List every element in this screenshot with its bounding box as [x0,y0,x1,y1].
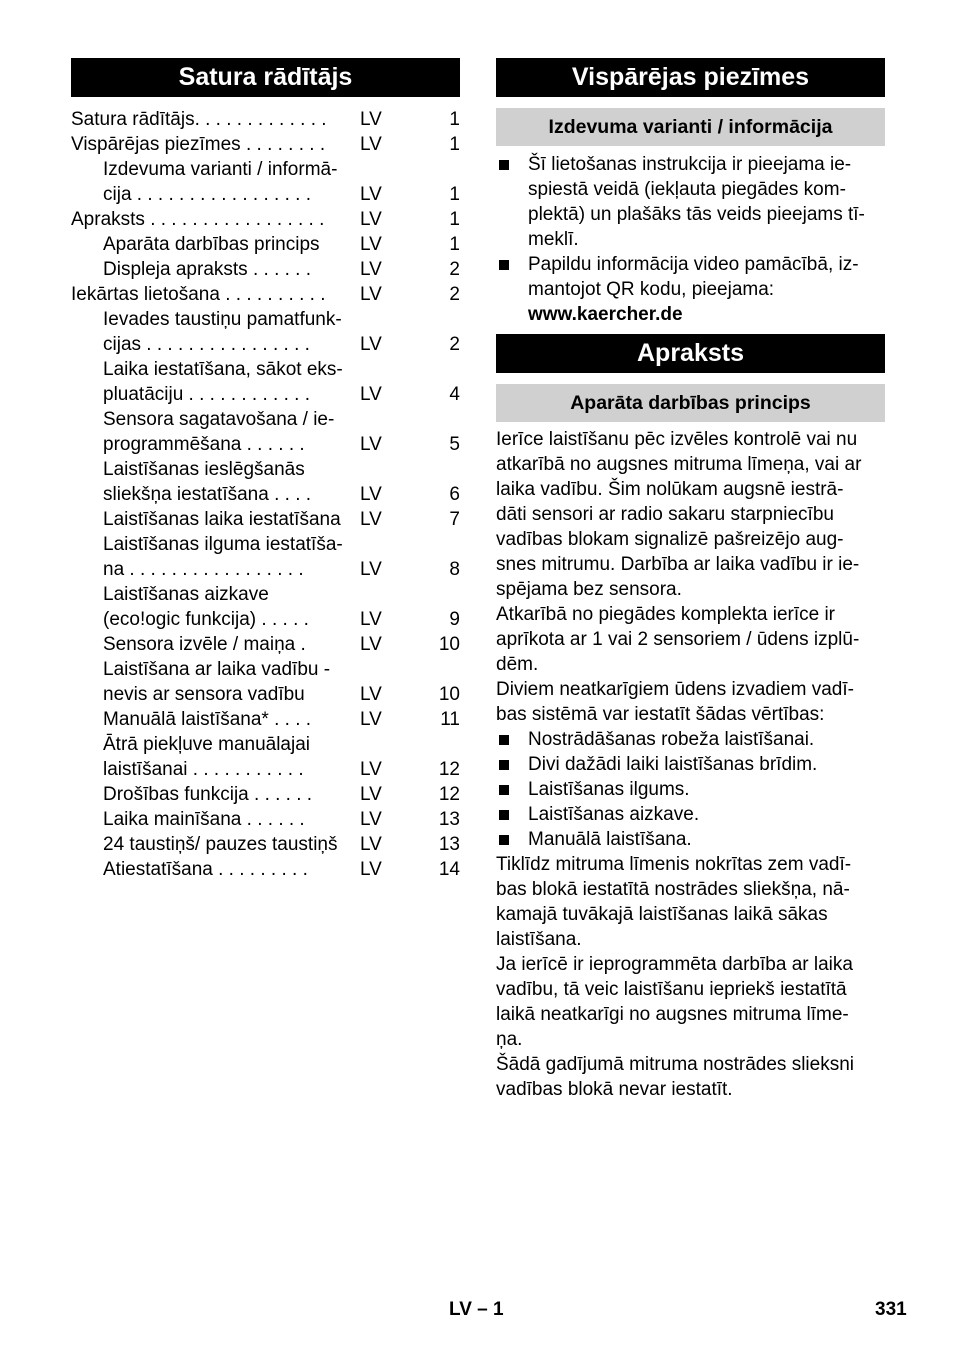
toc-entry-title [71,632,360,657]
toc-entry[interactable] [71,232,460,257]
toc-entry-page: 1 [449,234,460,255]
list-item-text: Manuālā laistīšana. [528,829,692,850]
text-line: Ja ierīcē ir ieprogrammēta darbība ar laika [496,954,853,975]
bullet-square-icon [499,835,509,845]
toc-entry-title [71,257,360,282]
text-line: laikā neatkarīgi no augsnes mitruma līme- [496,1004,849,1025]
toc-entry-language: LV [360,134,382,155]
text-line: Tiklīdz mitruma līmenis nokrītas zem vadī- [496,854,852,875]
list-item [496,802,885,827]
toc-entry[interactable] [71,582,460,632]
toc-entry-page: 2 [449,334,460,355]
toc-entry-title [71,282,360,307]
bullet-square-icon [499,810,509,820]
toc-entry-title [71,357,360,407]
text-line: Papildu informācija video pamācībā, iz- [528,254,859,275]
bullet-square-icon [499,760,509,770]
toc-entry[interactable] [71,282,460,307]
list-item [496,777,885,802]
toc-entry-title [71,657,360,707]
toc-entry-title [71,507,360,532]
toc-entry-language: LV [360,784,382,805]
toc-entry-title [71,157,360,207]
toc-entry-page: 8 [449,559,460,580]
toc-entry-language: LV [360,759,382,780]
toc-entry-title [71,707,360,732]
toc-entry-language: LV [360,559,382,580]
text-line: dāti sensori ar radio sakaru starpniecību [496,504,834,525]
toc-entry-language: LV [360,684,382,705]
toc-title-line: Sensora izvēle / maiņa . [103,634,306,655]
toc-entry[interactable] [71,407,460,457]
text-line: aprīkota ar 1 vai 2 sensoriem / ūdens izplū- [496,629,860,650]
toc-entry[interactable] [71,857,460,882]
toc-entry[interactable] [71,807,460,832]
toc-entry[interactable] [71,632,460,657]
paragraph-note [496,1052,885,1102]
text-line: atkarībā no augsnes mitruma līmeņa, vai ar [496,454,862,475]
toc-entry-page: 5 [449,434,460,455]
paragraph-settings [496,677,885,727]
toc-entry-page: 14 [438,859,460,880]
text-line: spiestā veidā (iekļauta piegādes kom- [528,179,846,200]
toc-heading: Satura rādītājs [71,58,460,97]
toc-entry-title [71,207,360,232]
toc-entry-title [71,132,360,157]
toc-entry-title [71,407,360,457]
toc-entry-page: 9 [449,609,460,630]
toc-title-line: na . . . . . . . . . . . . . . . . . [103,559,304,580]
toc-title-line: (eco!ogic funkcija) . . . . . [103,609,309,630]
toc-entry-title [71,107,360,132]
toc-entry-language: LV [360,434,382,455]
description-heading: Apraksts [496,334,885,373]
toc-entry[interactable] [71,832,460,857]
list-item [496,827,885,852]
list-item [496,752,885,777]
toc-entry-page: 2 [449,259,460,280]
paragraph-principle [496,427,885,602]
toc-title-line: Ievades taustiņu pamatfunk- [103,309,342,330]
toc-title-line: Vispārējas piezīmes . . . . . . . . [71,134,326,155]
text-line: spējama bez sensora. [496,579,682,600]
bullet-square-icon [499,260,509,270]
toc-entry-title [71,457,360,507]
toc-entry[interactable] [71,307,460,357]
toc-entry-language: LV [360,834,382,855]
toc-entry-title [71,307,360,357]
text-line: bas blokā iestatītā nostrādes sliekšņa, nā- [496,879,850,900]
toc-entry-language: LV [360,209,382,230]
toc-entry[interactable] [71,132,460,157]
toc-entry-page: 10 [438,684,460,705]
toc-title-line: Laistīšanas ieslēgšanās [103,459,305,480]
toc-title-line: Izdevuma varianti / informā- [103,159,338,180]
toc-title-line: sliekšņa iestatīšana . . . . [103,484,312,505]
general-bullets [496,152,885,327]
settings-bullets [496,727,885,852]
toc-entry[interactable] [71,732,460,782]
list-item-text: Nostrādāšanas robeža laistīšanai. [528,729,815,750]
toc-entry-page: 2 [449,284,460,305]
toc-title-line: Ātrā piekļuve manuālajai [103,734,311,755]
list-item [496,152,885,252]
text-line: plektā) un plašāks tās veids pieejams tī- [528,204,865,225]
bullet-square-icon [499,735,509,745]
toc-title-line: nevis ar sensora vadību [103,684,305,705]
toc-title-line: Laistīšanas laika iestatīšana [103,509,341,530]
toc-entry[interactable] [71,782,460,807]
toc-title-line: cija . . . . . . . . . . . . . . . . . [103,184,311,205]
toc-entry-page: 1 [449,134,460,155]
text-line: Diviem neatkarīgiem ūdens izvadiem vadī- [496,679,854,700]
toc-entry[interactable] [71,107,460,132]
toc-entry-page: 6 [449,484,460,505]
content-column [496,58,885,1102]
toc-entry-language: LV [360,334,382,355]
toc-entry-language: LV [360,859,382,880]
toc-entry-page: 1 [449,209,460,230]
toc-entry[interactable] [71,207,460,232]
website-link[interactable]: www.kaercher.de [528,304,683,325]
toc-title-line: Aparāta darbības princips [103,234,320,255]
text-line: vadību, tā veic laistīšanu iepriekš iestatītā [496,979,847,1000]
toc-entry[interactable] [71,257,460,282]
description-subheading: Aparāta darbības princips [496,384,885,422]
toc-entry-language: LV [360,234,382,255]
toc-entry-title [71,732,360,782]
toc-entry-page: 12 [438,759,460,780]
toc-entry-title [71,807,360,832]
toc-entry-page: 4 [449,384,460,405]
toc-title-line: Apraksts . . . . . . . . . . . . . . . . . [71,209,325,230]
toc-title-line: programmēšana . . . . . . [103,434,305,455]
toc-entry-language: LV [360,384,382,405]
paragraph-equipment [496,602,885,677]
toc-column [71,58,460,882]
list-item-text: Laistīšanas ilgums. [528,779,690,800]
toc-title-line: Laistīšanas aizkave [103,584,269,605]
toc-entry-title [71,832,360,857]
text-line: meklī. [528,229,579,250]
text-line: Šī lietošanas instrukcija ir pieejama ie- [528,154,852,175]
toc-entry-page: 13 [438,834,460,855]
toc-entry-page: 11 [440,709,460,730]
toc-title-line: Laistīšana ar laika vadību - [103,659,331,680]
toc-list [71,107,460,882]
toc-entry[interactable] [71,707,460,732]
toc-entry[interactable] [71,457,460,507]
footer-section-label: LV – 1 [449,1299,504,1320]
paragraph-threshold [496,852,885,952]
list-item-text: Laistīšanas aizkave. [528,804,700,825]
toc-entry-language: LV [360,709,382,730]
text-line: kamajā tuvākajā laistīšanas laikā sākas [496,904,828,925]
toc-entry-page: 12 [438,784,460,805]
toc-title-line: Manuālā laistīšana* . . . . [103,709,312,730]
list-item [496,252,885,327]
toc-entry-title [71,532,360,582]
toc-entry-title [71,232,360,257]
toc-entry-language: LV [360,109,382,130]
text-line: mantojot QR kodu, pieejama: [528,279,775,300]
toc-entry-language: LV [360,809,382,830]
toc-entry-title [71,782,360,807]
text-line: vadības blokam signalizē pašreizējo aug- [496,529,844,550]
general-subheading: Izdevuma varianti / informācija [496,108,885,146]
toc-title-line: laistīšanai . . . . . . . . . . . [103,759,304,780]
text-line: Atkarībā no piegādes komplekta ierīce ir [496,604,836,625]
toc-title-line: Satura rādītājs. . . . . . . . . . . . . [71,109,327,130]
toc-entry-page: 13 [438,809,460,830]
toc-entry[interactable] [71,357,460,407]
toc-entry[interactable] [71,657,460,707]
toc-title-line: Atiestatīšana . . . . . . . . . [103,859,308,880]
toc-entry-language: LV [360,284,382,305]
toc-entry-page: 1 [449,184,460,205]
bullet-square-icon [499,160,509,170]
toc-entry-language: LV [360,484,382,505]
toc-title-line: Laistīšanas ilguma iestatīša- [103,534,343,555]
toc-entry[interactable] [71,157,460,207]
text-line: bas sistēmā var iestatīt šādas vērtības: [496,704,825,725]
toc-entry-page: 1 [449,109,460,130]
toc-title-line: Displeja apraksts . . . . . . [103,259,312,280]
toc-entry-page: 10 [438,634,460,655]
text-line: Ierīce laistīšanu pēc izvēles kontrolē vai nu [496,429,858,450]
text-line: laika vadību. Šim nolūkam augsnē iestrā- [496,479,844,500]
bullet-square-icon [499,785,509,795]
text-line: dēm. [496,654,539,675]
toc-entry-page: 7 [449,509,460,530]
toc-entry[interactable] [71,532,460,582]
toc-title-line: Iekārtas lietošana . . . . . . . . . . [71,284,326,305]
text-line: laistīšana. [496,929,582,950]
toc-title-line: pluatāciju . . . . . . . . . . . . [103,384,310,405]
paragraph-timer [496,952,885,1052]
toc-entry[interactable] [71,507,460,532]
footer-page-number: 331 [875,1299,907,1320]
list-item [496,727,885,752]
toc-title-line: Laika mainīšana . . . . . . [103,809,305,830]
toc-entry-title [71,857,360,882]
toc-title-line: cijas . . . . . . . . . . . . . . . . [103,334,310,355]
toc-entry-title [71,582,360,632]
toc-title-line: Sensora sagatavošana / ie- [103,409,335,430]
toc-entry-language: LV [360,184,382,205]
text-line: vadības blokā nevar iestatīt. [496,1079,733,1100]
toc-title-line: Drošības funkcija . . . . . . [103,784,313,805]
toc-entry-language: LV [360,609,382,630]
general-heading: Vispārējas piezīmes [496,58,885,97]
text-line: ņa. [496,1029,523,1050]
toc-title-line: Laika iestatīšana, sākot eks- [103,359,343,380]
toc-title-line: 24 taustiņš/ pauzes taustiņš [103,834,338,855]
toc-entry-language: LV [360,259,382,280]
toc-entry-language: LV [360,509,382,530]
toc-entry-language: LV [360,634,382,655]
text-line: snes mitrumu. Darbība ar laika vadību ir ie- [496,554,860,575]
text-line: Šādā gadījumā mitruma nostrādes slieksni [496,1054,855,1075]
list-item-text: Divi dažādi laiki laistīšanas brīdim. [528,754,818,775]
